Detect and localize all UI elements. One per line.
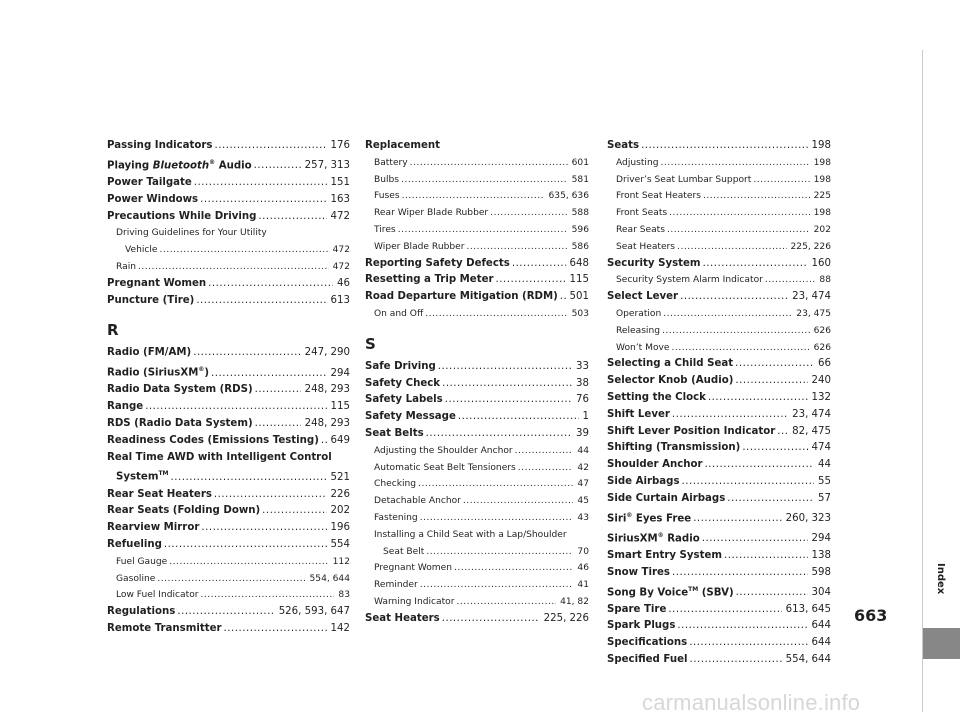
index-subentry: Installing a Child Seat with a Lap/Shoulder [374,529,567,540]
index-subentry: Releasing ..... 626 [607,323,831,340]
index-entry: Song By Voice™ (SBV) ..... 304 [607,582,831,602]
index-entry: Setting the Clock ..... 132 [607,390,831,407]
index-entry: Radio Data System (RDS) ..... 248, 293 [107,382,350,399]
index-entry: Rearview Mirror ..... 196 [107,520,350,537]
index-subentry: Seat Heaters ..... 225, 226 [607,239,831,256]
index-entry: Remote Transmitter ..... 142 [107,621,350,638]
index-entry: Specifications ..... 644 [607,635,831,652]
page-number: 663 [854,606,888,625]
index-subentry: Front Seat Heaters ..... 225 [607,188,831,205]
index-entry: Replacement [365,140,441,151]
index-entry: Smart Entry System ..... 138 [607,548,831,565]
index-entry: Snow Tires ..... 598 [607,565,831,582]
index-subentry: Tires ..... 596 [365,222,589,239]
index-subentry: Rear Seats ..... 202 [607,222,831,239]
index-entry: Seat Heaters ..... 225, 226 [365,611,589,628]
index-subentry: Driving Guidelines for Your Utility [116,228,267,239]
index-subentry: Fastening ..... 43 [365,510,589,527]
index-entry: Precautions While Driving ..... 472 [107,209,350,226]
index-subentry: Wiper Blade Rubber ..... 586 [365,239,589,256]
index-subentry: Automatic Seat Belt Tensioners ..... 42 [365,460,589,477]
index-entry: Side Airbags ..... 55 [607,474,831,491]
index-subentry: Rain ..... 472 [107,259,350,276]
index-entry: Spark Plugs ..... 644 [607,618,831,635]
index-subentry: Front Seats ..... 198 [607,205,831,222]
index-entry: Side Curtain Airbags ..... 57 [607,491,831,508]
index-subentry: Fuses ..... 635, 636 [365,188,589,205]
index-entry: SiriusXM® Radio ..... 294 [607,528,831,548]
index-entry: Specified Fuel ..... 554, 644 [607,652,831,669]
index-subentry: Fuel Gauge ..... 112 [107,554,350,571]
index-entry: RDS (Radio Data System) ..... 248, 293 [107,416,350,433]
index-entry: Safety Labels ..... 76 [365,392,589,409]
index-subentry: Driver’s Seat Lumbar Support ..... 198 [607,172,831,189]
index-subentry: Battery ..... 601 [365,155,589,172]
index-entry: Pregnant Women ..... 46 [107,276,350,293]
index-entry: Safety Message ..... 1 [365,409,589,426]
watermark: carmanualsonline.info [642,690,861,715]
index-entry: Radio (FM/AM) ..... 247, 290 [107,345,350,362]
side-tab-label: Index [935,563,946,595]
index-subentry: Security System Alarm Indicator ..... 88 [607,272,831,289]
index-entry: Radio (SiriusXM®) ..... 294 [107,362,350,382]
index-subentry: Rear Wiper Blade Rubber ..... 588 [365,205,589,222]
index-entry: Playing Bluetooth® Audio ..... 257, 313 [107,155,350,175]
index-entry: Power Tailgate ..... 151 [107,175,350,192]
index-subentry: Reminder ..... 41 [365,577,589,594]
index-subentry: Warning Indicator ..... 41, 82 [365,594,589,611]
index-entry: Refueling ..... 554 [107,537,350,554]
index-entry: Shoulder Anchor ..... 44 [607,457,831,474]
index-entry: Shift Lever Position Indicator ..... 82, 475 [607,424,831,441]
index-entry: Spare Tire ..... 613, 645 [607,602,831,619]
index-subentry: Checking ..... 47 [365,476,589,493]
index-entry: Shift Lever ..... 23, 474 [607,407,831,424]
index-entry: Seats ..... 198 [607,138,831,155]
index-entry: Power Windows ..... 163 [107,192,350,209]
index-entry: Range ..... 115 [107,399,350,416]
index-subentry: Low Fuel Indicator ..... 83 [107,587,350,604]
side-tab-marker [923,628,960,659]
index-column-3 [607,138,831,669]
section-letter-s: S [365,334,376,353]
index-entry: Resetting a Trip Meter ..... 115 [365,272,589,289]
index-entry: Select Lever ..... 23, 474 [607,289,831,306]
index-entry: Readiness Codes (Emissions Testing) ..... 649 [107,433,350,450]
index-column-2 [365,138,589,628]
index-subentry: Gasoline ..... 554, 644 [107,571,350,588]
index-entry: Rear Seat Heaters ..... 226 [107,487,350,504]
index-entry: Shifting (Transmission) ..... 474 [607,440,831,457]
index-entry: Road Departure Mitigation (RDM) ..... 501 [365,289,589,306]
index-subentry: Adjusting the Shoulder Anchor ..... 44 [365,443,589,460]
index-entry: Security System ..... 160 [607,256,831,273]
index-subentry: Pregnant Women ..... 46 [365,560,589,577]
index-subentry: Won’t Move ..... 626 [607,340,831,357]
index-entry: System™ ..... 521 [107,466,350,486]
index-entry: Safe Driving ..... 33 [365,359,589,376]
index-entry: Selecting a Child Seat ..... 66 [607,356,831,373]
index-entry: Safety Check ..... 38 [365,376,589,393]
index-entry: Reporting Safety Defects ..... 648 [365,256,589,273]
index-entry: Puncture (Tire) ..... 613 [107,293,350,310]
index-subentry: Detachable Anchor ..... 45 [365,493,589,510]
section-letter-r: R [107,321,119,340]
index-entry: Real Time AWD with Intelligent Control [107,451,332,463]
index-subentry: Bulbs ..... 581 [365,172,589,189]
index-entry: Passing Indicators ..... 176 [107,138,350,155]
index-subentry: Seat Belt ..... 70 [365,544,589,561]
index-entry: Siri® Eyes Free ..... 260, 323 [607,508,831,528]
index-side-tab [922,50,960,712]
index-subentry: On and Off ..... 503 [365,306,589,323]
index-subentry: Adjusting ..... 198 [607,155,831,172]
index-column-1 [107,138,350,638]
index-entry: Regulations ..... 526, 593, 647 [107,604,350,621]
index-subentry: Operation ..... 23, 475 [607,306,831,323]
index-entry: Selector Knob (Audio) ..... 240 [607,373,831,390]
index-subentry: Vehicle ..... 472 [107,242,350,259]
index-entry: Rear Seats (Folding Down) ..... 202 [107,503,350,520]
index-entry: Seat Belts ..... 39 [365,426,589,443]
